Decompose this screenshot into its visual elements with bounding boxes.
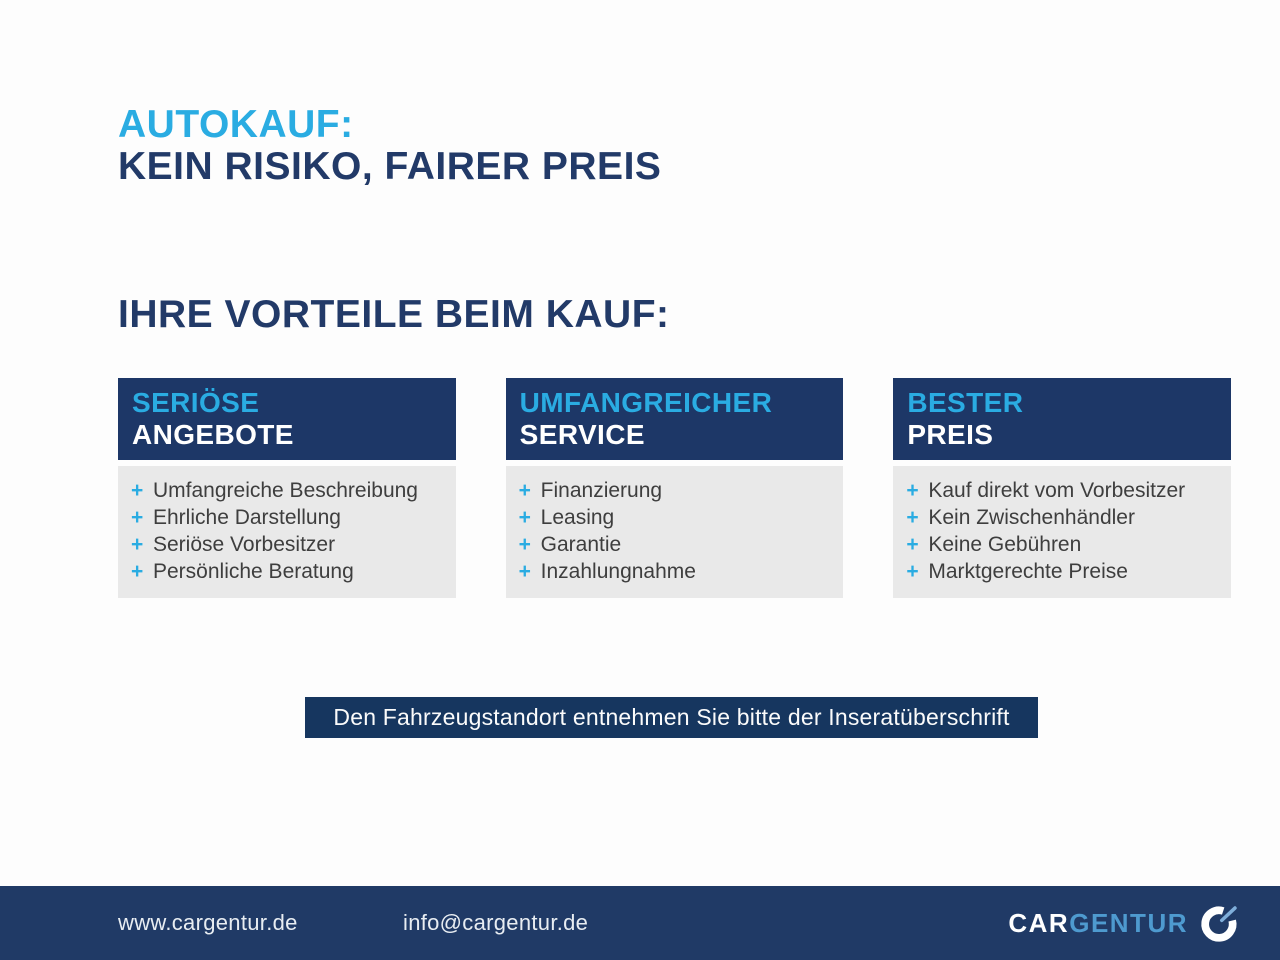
list-item bbox=[906, 531, 1225, 558]
plus-bullet-icon: + bbox=[131, 479, 144, 502]
logo-text-gentur: GENTUR bbox=[1069, 907, 1188, 938]
logo-text-car: CAR bbox=[1008, 907, 1070, 938]
location-note-text: Den Fahrzeugstandort entnehmen Sie bitte der Inseratüberschrift bbox=[333, 704, 1010, 730]
footer-bar bbox=[0, 886, 1280, 960]
column-seriose-angebote bbox=[118, 378, 456, 598]
list-item-label: Kein Zwischenhändler bbox=[928, 506, 1135, 529]
section-title: IHRE VORTEILE BEIM KAUF: bbox=[118, 293, 670, 336]
list-item bbox=[131, 504, 450, 531]
column-header-line-1: UMFANGREICHER bbox=[519, 387, 773, 418]
email-link[interactable]: info@cargentur.de bbox=[403, 910, 589, 935]
list-item-label: Ehrliche Darstellung bbox=[153, 506, 341, 529]
list-item-label: Persönliche Beratung bbox=[153, 560, 354, 583]
location-note-banner bbox=[305, 697, 1038, 738]
plus-bullet-icon: + bbox=[131, 506, 144, 529]
column-header bbox=[893, 378, 1231, 460]
list-item bbox=[906, 504, 1225, 531]
cargentur-c-icon bbox=[1198, 900, 1242, 946]
plus-bullet-icon: + bbox=[906, 479, 919, 502]
list-item-label: Seriöse Vorbesitzer bbox=[153, 533, 336, 556]
list-item bbox=[906, 558, 1225, 585]
list-item-label: Keine Gebühren bbox=[928, 533, 1082, 556]
list-item bbox=[131, 477, 450, 504]
plus-bullet-icon: + bbox=[518, 479, 531, 502]
plus-bullet-icon: + bbox=[131, 533, 144, 556]
list-item bbox=[131, 558, 450, 585]
list-item-label: Garantie bbox=[540, 533, 622, 556]
plus-bullet-icon: + bbox=[518, 506, 531, 529]
benefits-columns bbox=[118, 378, 1231, 598]
plus-bullet-icon: + bbox=[131, 560, 144, 583]
list-item-label: Kauf direkt vom Vorbesitzer bbox=[928, 479, 1186, 502]
plus-bullet-icon: + bbox=[906, 506, 919, 529]
cargentur-logo-text bbox=[1008, 908, 1188, 939]
list-item bbox=[519, 477, 838, 504]
website-link[interactable]: www.cargentur.de bbox=[118, 910, 298, 935]
column-item-list bbox=[506, 466, 844, 598]
plus-bullet-icon: + bbox=[518, 560, 531, 583]
plus-bullet-icon: + bbox=[518, 533, 531, 556]
column-header-line-2: ANGEBOTE bbox=[132, 419, 294, 450]
list-item-label: Finanzierung bbox=[540, 479, 663, 502]
column-header-line-2: SERVICE bbox=[519, 419, 645, 450]
plus-bullet-icon: + bbox=[906, 533, 919, 556]
column-item-list bbox=[118, 466, 456, 598]
cargentur-logo bbox=[1008, 900, 1242, 946]
headline-line-1: AUTOKAUF: bbox=[118, 103, 354, 146]
list-item bbox=[519, 504, 838, 531]
column-header bbox=[118, 378, 456, 460]
list-item-label: Umfangreiche Beschreibung bbox=[153, 479, 418, 502]
column-header-line-1: SERIÖSE bbox=[132, 387, 260, 418]
column-bester-preis bbox=[893, 378, 1231, 598]
column-item-list bbox=[893, 466, 1231, 598]
column-umfangreicher-service bbox=[506, 378, 844, 598]
headline-line-2: KEIN RISIKO, FAIRER PREIS bbox=[118, 145, 662, 188]
list-item-label: Marktgerechte Preise bbox=[928, 560, 1128, 583]
column-header bbox=[506, 378, 844, 460]
list-item bbox=[519, 531, 838, 558]
list-item bbox=[519, 558, 838, 585]
page-headline bbox=[118, 104, 661, 188]
plus-bullet-icon: + bbox=[906, 560, 919, 583]
column-header-line-1: BESTER bbox=[907, 387, 1024, 418]
list-item-label: Leasing bbox=[540, 506, 615, 529]
list-item-label: Inzahlungnahme bbox=[540, 560, 696, 583]
list-item bbox=[131, 531, 450, 558]
column-header-line-2: PREIS bbox=[907, 419, 994, 450]
list-item bbox=[906, 477, 1225, 504]
